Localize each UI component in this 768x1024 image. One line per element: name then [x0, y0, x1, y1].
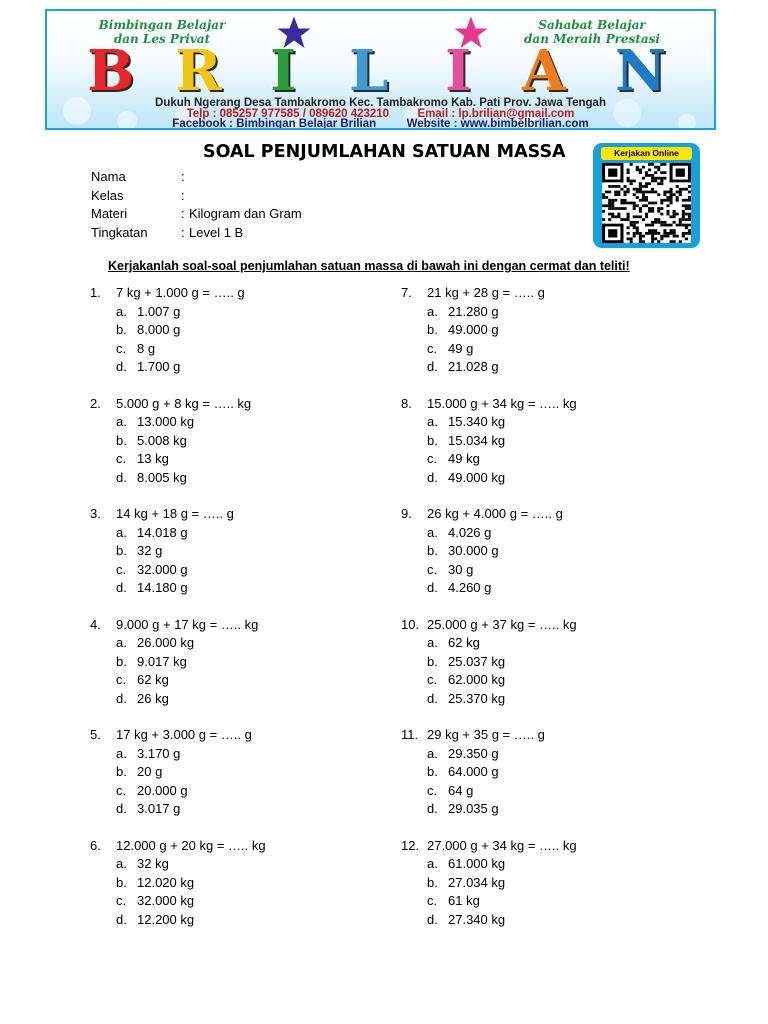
identity-value: Kilogram dan Gram: [189, 206, 302, 221]
question-line: [90, 284, 400, 303]
qr-online-box[interactable]: [593, 143, 700, 248]
brand-letter: A: [522, 38, 566, 104]
answer-option[interactable]: [401, 303, 711, 322]
option-letter: c.: [427, 340, 438, 356]
option-letter: d.: [427, 911, 438, 927]
option-text: 29.035 g: [448, 801, 499, 816]
option-text: 21.280 g: [448, 303, 499, 319]
question-item: [401, 395, 711, 506]
option-letter: a.: [116, 414, 127, 429]
question-number: 9.: [401, 506, 412, 521]
option-text: 8.000 g: [137, 322, 181, 337]
identity-label: Materi: [91, 206, 128, 221]
option-text: 49.000 kg: [448, 469, 506, 485]
page-title: SOAL PENJUMLAHAN SATUAN MASSA: [203, 142, 566, 162]
option-text: 32 kg: [137, 856, 169, 871]
option-letter: c.: [116, 672, 127, 687]
option-text: 49 kg: [448, 451, 480, 466]
option-text: 5.008 kg: [137, 432, 187, 448]
option-letter: d.: [427, 469, 438, 485]
answer-option[interactable]: [401, 432, 711, 451]
answer-option[interactable]: [90, 800, 400, 819]
option-text: 49 g: [448, 340, 474, 356]
tagline-left: Bimbingan Belajar dan Les Privat: [98, 18, 226, 46]
answer-option[interactable]: [90, 892, 400, 911]
question-item: [90, 284, 400, 395]
option-text: 14.180 g: [137, 580, 188, 595]
answer-option[interactable]: [90, 911, 400, 930]
question-line: [90, 616, 400, 635]
tagline-right: Sahabat Belajar dan Meraih Prestasi: [524, 18, 660, 46]
question-number: 3.: [90, 506, 101, 521]
option-letter: a.: [427, 745, 438, 761]
answer-option[interactable]: [401, 690, 711, 709]
question-line: [401, 726, 711, 745]
option-letter: b.: [116, 432, 127, 448]
option-letter: a.: [116, 524, 127, 540]
answer-option[interactable]: [90, 874, 400, 893]
answer-option[interactable]: [90, 782, 400, 801]
question-number: 10.: [401, 616, 420, 632]
question-number: 8.: [401, 395, 412, 411]
answer-option[interactable]: [90, 763, 400, 782]
answer-option[interactable]: [90, 653, 400, 672]
question-item: [90, 505, 400, 616]
option-text: 25.037 kg: [448, 653, 506, 669]
option-letter: c.: [427, 893, 438, 908]
option-letter: b.: [427, 874, 438, 890]
option-letter: b.: [427, 432, 438, 448]
option-letter: d.: [116, 580, 127, 595]
option-text: 8.005 kg: [137, 469, 187, 485]
option-letter: b.: [427, 322, 438, 337]
question-text: 26 kg + 4.000 g = ….. g: [427, 506, 563, 521]
option-text: 62.000 kg: [448, 672, 506, 687]
option-letter: c.: [116, 340, 127, 356]
answer-option[interactable]: [401, 634, 711, 653]
answer-option[interactable]: [401, 542, 711, 561]
option-letter: d.: [427, 359, 438, 374]
question-line: [401, 505, 711, 524]
identity-colon: :: [181, 206, 185, 221]
question-line: [401, 616, 711, 635]
qr-code-icon[interactable]: [602, 163, 691, 243]
qr-label: Kerjakan Online: [601, 147, 692, 160]
instruction-text: Kerjakanlah soal-soal penjumlahan satuan massa di bawah ini dengan cermat dan teliti!: [108, 259, 630, 273]
option-letter: d.: [427, 580, 438, 595]
option-text: 61 kg: [448, 893, 480, 908]
question-line: [90, 837, 400, 856]
option-text: 8 g: [137, 340, 156, 356]
question-number: 5.: [90, 727, 101, 742]
question-text: 14 kg + 18 g = ….. g: [116, 506, 234, 521]
question-text: 5.000 g + 8 kg = ….. kg: [116, 395, 252, 411]
answer-option[interactable]: [401, 413, 711, 432]
answer-option[interactable]: [401, 800, 711, 819]
option-letter: b.: [116, 764, 127, 779]
option-letter: b.: [116, 653, 127, 669]
identity-label: Kelas: [91, 187, 124, 203]
question-item: [90, 837, 400, 948]
option-text: 1.007 g: [137, 303, 181, 319]
answer-option[interactable]: [90, 413, 400, 432]
question-item: [401, 505, 711, 616]
answer-option[interactable]: [90, 303, 400, 322]
option-text: 12.020 kg: [137, 874, 195, 890]
option-letter: a.: [427, 524, 438, 540]
option-letter: a.: [116, 635, 127, 650]
answer-option[interactable]: [401, 450, 711, 469]
brand-letter: I: [445, 38, 472, 104]
option-text: 32.000 g: [137, 561, 188, 577]
option-text: 30 g: [448, 561, 474, 577]
option-letter: d.: [116, 911, 127, 927]
question-text: 7 kg + 1.000 g = ….. g: [116, 285, 245, 300]
identity-colon: :: [181, 169, 185, 184]
question-text: 12.000 g + 20 kg = ….. kg: [116, 837, 266, 853]
option-text: 26 kg: [137, 690, 169, 706]
option-text: 1.700 g: [137, 359, 181, 374]
option-letter: b.: [116, 543, 127, 558]
option-text: 27.340 kg: [448, 911, 506, 927]
question-item: [401, 726, 711, 837]
answer-option[interactable]: [90, 855, 400, 874]
answer-option[interactable]: [90, 542, 400, 561]
option-letter: d.: [427, 690, 438, 706]
option-text: 32.000 kg: [137, 893, 195, 908]
answer-option[interactable]: [90, 634, 400, 653]
answer-option[interactable]: [401, 579, 711, 598]
question-text: 15.000 g + 34 kg = ….. kg: [427, 395, 577, 411]
question-text: 17 kg + 3.000 g = ….. g: [116, 727, 252, 742]
answer-option[interactable]: [401, 892, 711, 911]
option-text: 20.000 g: [137, 782, 188, 798]
answer-option[interactable]: [90, 432, 400, 451]
option-text: 32 g: [137, 543, 163, 558]
answer-option[interactable]: [401, 358, 711, 377]
question-number: 12.: [401, 837, 420, 853]
header-banner: [45, 9, 716, 130]
option-letter: c.: [116, 451, 127, 466]
brand-letter: N: [615, 38, 667, 104]
question-text: 9.000 g + 17 kg = ….. kg: [116, 616, 259, 632]
option-text: 27.034 kg: [448, 874, 506, 890]
option-text: 14.018 g: [137, 524, 188, 540]
option-text: 30.000 g: [448, 543, 499, 558]
option-letter: d.: [427, 801, 438, 816]
option-text: 20 g: [137, 764, 163, 779]
answer-option[interactable]: [90, 358, 400, 377]
answer-option[interactable]: [90, 524, 400, 543]
answer-option[interactable]: [401, 745, 711, 764]
answer-option[interactable]: [401, 653, 711, 672]
identity-value: Level 1 B: [189, 224, 244, 240]
option-text: 49.000 g: [448, 322, 499, 337]
question-number: 4.: [90, 616, 101, 632]
answer-option[interactable]: [401, 524, 711, 543]
option-letter: a.: [427, 303, 438, 319]
option-letter: c.: [427, 561, 438, 577]
answer-option[interactable]: [90, 321, 400, 340]
question-line: [401, 284, 711, 303]
answer-option[interactable]: [90, 450, 400, 469]
answer-option[interactable]: [90, 340, 400, 359]
facebook-text: Facebook : Bimbingan Belajar Brilian: [172, 118, 377, 130]
question-line: [90, 726, 400, 745]
question-item: [90, 395, 400, 506]
option-text: 13 kg: [137, 451, 169, 466]
address-line: Dukuh Ngerang Desa Tambakromo Kec. Tambakromo Kab. Pati Prov. Jawa Tengah: [155, 97, 606, 109]
question-item: [401, 837, 711, 948]
option-text: 61.000 kg: [448, 856, 506, 871]
answer-option[interactable]: [401, 340, 711, 359]
option-letter: d.: [116, 690, 127, 706]
option-text: 26.000 kg: [137, 635, 195, 650]
option-letter: a.: [116, 303, 127, 319]
option-letter: d.: [116, 469, 127, 485]
option-text: 21.028 g: [448, 359, 499, 374]
question-number: 2.: [90, 395, 101, 411]
option-letter: d.: [116, 801, 127, 816]
answer-option[interactable]: [401, 671, 711, 690]
option-text: 15.340 kg: [448, 414, 506, 429]
identity-label: Tingkatan: [91, 224, 148, 240]
option-letter: a.: [427, 414, 438, 429]
questions-right-column: [401, 284, 711, 947]
option-text: 4.260 g: [448, 580, 492, 595]
option-letter: b.: [427, 764, 438, 779]
question-text: 27.000 g + 34 kg = ….. kg: [427, 837, 577, 853]
question-text: 21 kg + 28 g = ….. g: [427, 285, 545, 300]
brand-letter: R: [175, 38, 222, 104]
option-text: 12.200 kg: [137, 911, 195, 927]
answer-option[interactable]: [401, 321, 711, 340]
brand-letter: B: [87, 38, 135, 104]
email-text: Email : lp.brilian@gmail.com: [417, 108, 575, 120]
option-letter: c.: [427, 451, 438, 466]
question-item: [401, 284, 711, 395]
option-letter: c.: [116, 893, 127, 908]
questions-left-column: [90, 284, 400, 947]
question-text: 29 kg + 35 g = ….. g: [427, 727, 545, 742]
option-letter: a.: [116, 745, 127, 761]
option-text: 25.370 kg: [448, 690, 506, 706]
question-line: [401, 395, 711, 414]
answer-option[interactable]: [401, 561, 711, 580]
question-text: 25.000 g + 37 kg = ….. kg: [427, 616, 577, 632]
question-line: [90, 395, 400, 414]
option-letter: c.: [427, 672, 438, 687]
option-letter: d.: [116, 359, 127, 374]
option-text: 9.017 kg: [137, 653, 187, 669]
identity-label: Nama: [91, 169, 126, 184]
answer-option[interactable]: [401, 855, 711, 874]
brand-letter: L: [349, 38, 389, 104]
option-letter: a.: [427, 635, 438, 650]
option-text: 3.170 g: [137, 745, 181, 761]
question-number: 6.: [90, 837, 101, 853]
answer-option[interactable]: [90, 745, 400, 764]
question-number: 11.: [401, 727, 419, 742]
answer-option[interactable]: [401, 911, 711, 930]
option-text: 15.034 kg: [448, 432, 506, 448]
option-text: 29.350 g: [448, 745, 499, 761]
identity-colon: :: [181, 224, 185, 240]
option-letter: a.: [116, 856, 127, 871]
option-text: 64.000 g: [448, 764, 499, 779]
option-letter: c.: [116, 561, 127, 577]
social-line: [47, 118, 714, 130]
option-text: 62 kg: [137, 672, 169, 687]
option-text: 4.026 g: [448, 524, 492, 540]
option-letter: b.: [116, 874, 127, 890]
option-text: 13.000 kg: [137, 414, 195, 429]
identity-colon: :: [181, 187, 185, 203]
question-item: [90, 726, 400, 837]
question-line: [401, 837, 711, 856]
phone-text: Telp : 085257 977585 / 089620 423210: [186, 108, 390, 120]
question-item: [90, 616, 400, 727]
answer-option[interactable]: [90, 579, 400, 598]
website-text: Website : www.bimbelbrilian.com: [406, 118, 589, 130]
option-text: 62 kg: [448, 635, 480, 650]
answer-option[interactable]: [401, 782, 711, 801]
option-text: 64 g: [448, 782, 474, 798]
answer-option[interactable]: [401, 469, 711, 488]
answer-option[interactable]: [90, 469, 400, 488]
answer-option[interactable]: [90, 690, 400, 709]
option-letter: b.: [427, 653, 438, 669]
answer-option[interactable]: [90, 561, 400, 580]
question-line: [90, 505, 400, 524]
option-text: 3.017 g: [137, 801, 181, 816]
brand-letter: I: [270, 38, 297, 104]
question-number: 1.: [90, 285, 101, 300]
option-letter: a.: [427, 856, 438, 871]
option-letter: c.: [427, 782, 438, 798]
answer-option[interactable]: [90, 671, 400, 690]
question-number: 7.: [401, 285, 412, 300]
answer-option[interactable]: [401, 763, 711, 782]
option-letter: b.: [427, 543, 438, 558]
option-letter: b.: [116, 322, 127, 337]
option-letter: c.: [116, 782, 127, 798]
question-item: [401, 616, 711, 727]
answer-option[interactable]: [401, 874, 711, 893]
